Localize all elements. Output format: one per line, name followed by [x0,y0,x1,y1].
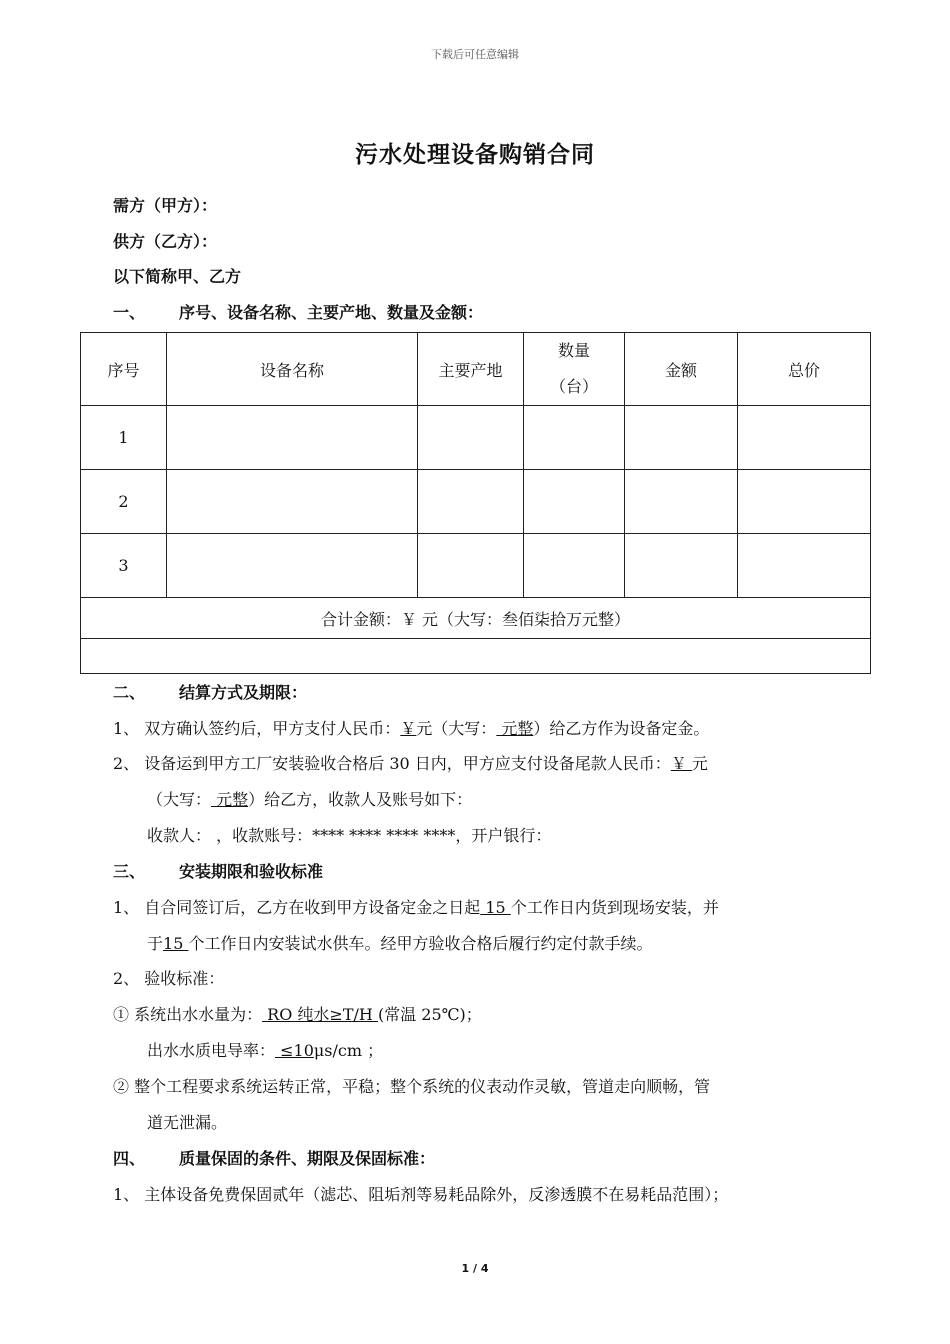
text: ① 系统出水水量为： [113,1005,263,1024]
text: μs/cm ； [313,1041,384,1060]
section4-heading [113,1146,435,1169]
row-seq: 2 [81,470,167,534]
text: 元（大写： [416,719,497,738]
row-total-cell [738,406,871,470]
section2-item2-cont [147,787,472,810]
row-amount-cell [625,470,738,534]
standard-2: ② 整个工程要求系统运转正常，平稳；整个系统的仪表动作灵敏，管道走向顺畅，管 [113,1077,711,1096]
text: 于 [147,934,164,953]
header-amount: 金额 [625,333,738,406]
section3-title: 安装期限和验收标准 [179,862,324,881]
row-seq: 3 [81,534,167,598]
short-name-line: 以下简称甲、乙方 [113,267,242,286]
underlined-value: ￥ [400,719,417,738]
equipment-table [80,332,871,674]
row-name-cell [167,406,418,470]
section1-heading [113,300,483,323]
header-name: 设备名称 [167,333,418,406]
standard-2-cont: 道无泄漏。 [147,1113,228,1132]
row-origin-cell [418,406,524,470]
row-qty-cell [524,534,625,598]
underlined-value: 15 [480,898,511,917]
section3-item1-cont [147,931,652,954]
page-number: 1 / 4 [461,1262,489,1275]
row-name-cell [167,534,418,598]
row-origin-cell [418,470,524,534]
text: 个工作日内货到现场安装，并 [510,898,719,917]
header-origin: 主要产地 [418,333,524,406]
section3-item1 [113,895,719,918]
table-row [81,534,871,598]
row-qty-cell [524,470,625,534]
buyer-line: 需方（甲方）： [113,196,218,215]
row-total-cell [738,470,871,534]
text: 1、 双方确认签约后，甲方支付人民币： [113,719,401,738]
text: (常温 25℃)； [377,1005,482,1024]
underlined-value: ≤10 [275,1041,314,1060]
table-total-row [81,598,871,639]
section4-title: 质量保固的条件、期限及保固标准： [179,1149,436,1168]
empty-cell [81,639,871,674]
underlined-value: 15 [163,934,189,953]
table-empty-row [81,639,871,674]
total-amount: 合计金额：￥ 元（大写：叁佰柒拾万元整） [81,598,871,639]
table-row [81,470,871,534]
table-row [81,406,871,470]
text: ）给乙方，收款人及账号如下： [248,790,473,809]
section3-item2: 2、 验收标准： [113,969,225,988]
text: （大写： [147,790,212,809]
header-seq: 序号 [81,333,167,406]
section2-title: 结算方式及期限： [179,683,308,702]
section1-num: 一、 [113,303,146,322]
underlined-value: ￥ [670,754,692,773]
section3-num: 三、 [113,862,146,881]
section2-num: 二、 [113,683,146,702]
header-total: 总价 [738,333,871,406]
header-qty [524,333,625,406]
table-header-row [81,333,871,406]
standard-1 [113,1002,482,1025]
underlined-value: 元整 [496,719,534,738]
row-qty-cell [524,406,625,470]
text: 1、 自合同签订后，乙方在收到甲方设备定金之日起 [113,898,481,917]
text: 出水水质电导率： [147,1041,276,1060]
section2-item2 [113,751,708,774]
row-amount-cell [625,534,738,598]
section3-heading [113,859,323,882]
section2-heading [113,680,307,703]
header-qty-line2: （台） [549,377,598,396]
row-seq: 1 [81,406,167,470]
row-origin-cell [418,534,524,598]
text: ）给乙方作为设备定金。 [533,719,710,738]
section4-item1: 1、 主体设备免费保固贰年（滤芯、阻垢剂等易耗品除外，反渗透膜不在易耗品范围）； [113,1185,729,1204]
row-name-cell [167,470,418,534]
header-qty-line1: 数量 [557,341,590,360]
header-note: 下载后可任意编辑 [431,48,519,61]
row-amount-cell [625,406,738,470]
text: 个工作日内安装试水供车。经甲方验收合格后履行约定付款手续。 [188,934,653,953]
underlined-value: 元整 [211,790,249,809]
text: 元 [691,754,708,773]
row-total-cell [738,534,871,598]
section2-item1 [113,716,709,739]
document-title: 污水处理设备购销合同 [355,142,595,168]
text: 2、 设备运到甲方工厂安装验收合格后 30 日内，甲方应支付设备尾款人民币： [113,754,671,773]
standard-1-conductivity [147,1038,383,1061]
seller-line: 供方（乙方）： [113,232,218,251]
section1-title: 序号、设备名称、主要产地、数量及金额： [179,303,484,322]
underlined-value: RO 纯水≥T/H [262,1005,378,1024]
payee-line: 收款人： ，收款账号：**** **** **** ****，开户银行： [147,826,552,845]
section4-num: 四、 [113,1149,146,1168]
